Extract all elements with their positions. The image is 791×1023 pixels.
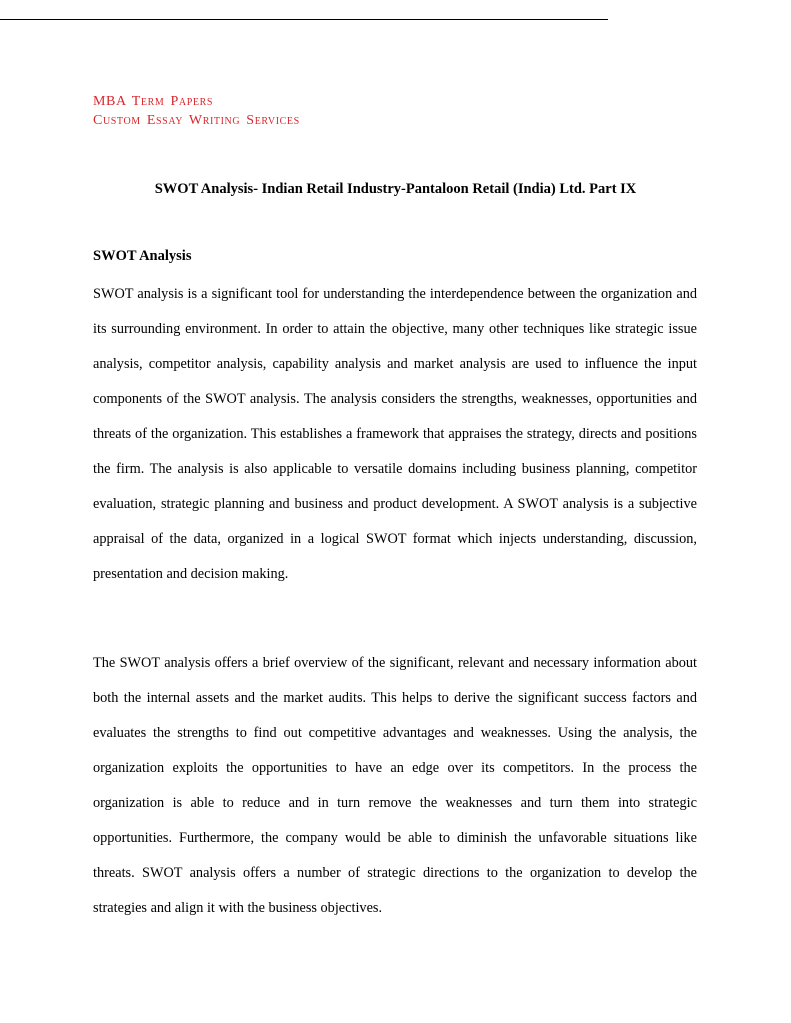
document-title: SWOT Analysis- Indian Retail Industry-Pantaloon Retail (India) Ltd. Part IX: [154, 181, 637, 197]
brand-header: [93, 92, 300, 130]
paragraph-2: The SWOT analysis offers a brief overview of the significant, relevant and necessary information about both the internal assets and the market audits. This helps to derive the significant success factors and evaluates the strengths to find out competitive advantages and weaknesses. Using the analysis, the organization exploits the opportunities to have an edge over its competitors. In the process the organization is able to reduce and in turn remove the weaknesses and turn them into strategic opportunities. Furthermore, the company would be able to diminish the unfavorable situations like threats. SWOT analysis offers a number of strategic directions to the organization to develop the strategies and align it with the business objectives.: [93, 655, 697, 916]
section-heading: SWOT Analysis: [93, 248, 192, 264]
header-rule: [0, 19, 608, 20]
paragraph-1: SWOT analysis is a significant tool for understanding the interdependence between the organization and its surrounding environment. In order to attain the objective, many other techniques like strategic issue analysis, competitor analysis, capability analysis and market analysis are used to influence the input components of the SWOT analysis. The analysis considers the strengths, weaknesses, opportunities and threats of the organization. This establishes a framework that appraises the strategy, directs and positions the firm. The analysis is also applicable to versatile domains including business planning, competitor evaluation, strategic planning and business and product development. A SWOT analysis is a subjective appraisal of the data, organized in a logical SWOT format which injects understanding, discussion, presentation and decision making.: [93, 286, 697, 582]
brand-line-2: Custom Essay Writing Services: [93, 113, 300, 128]
brand-line-1: MBA Term Papers: [93, 94, 214, 109]
